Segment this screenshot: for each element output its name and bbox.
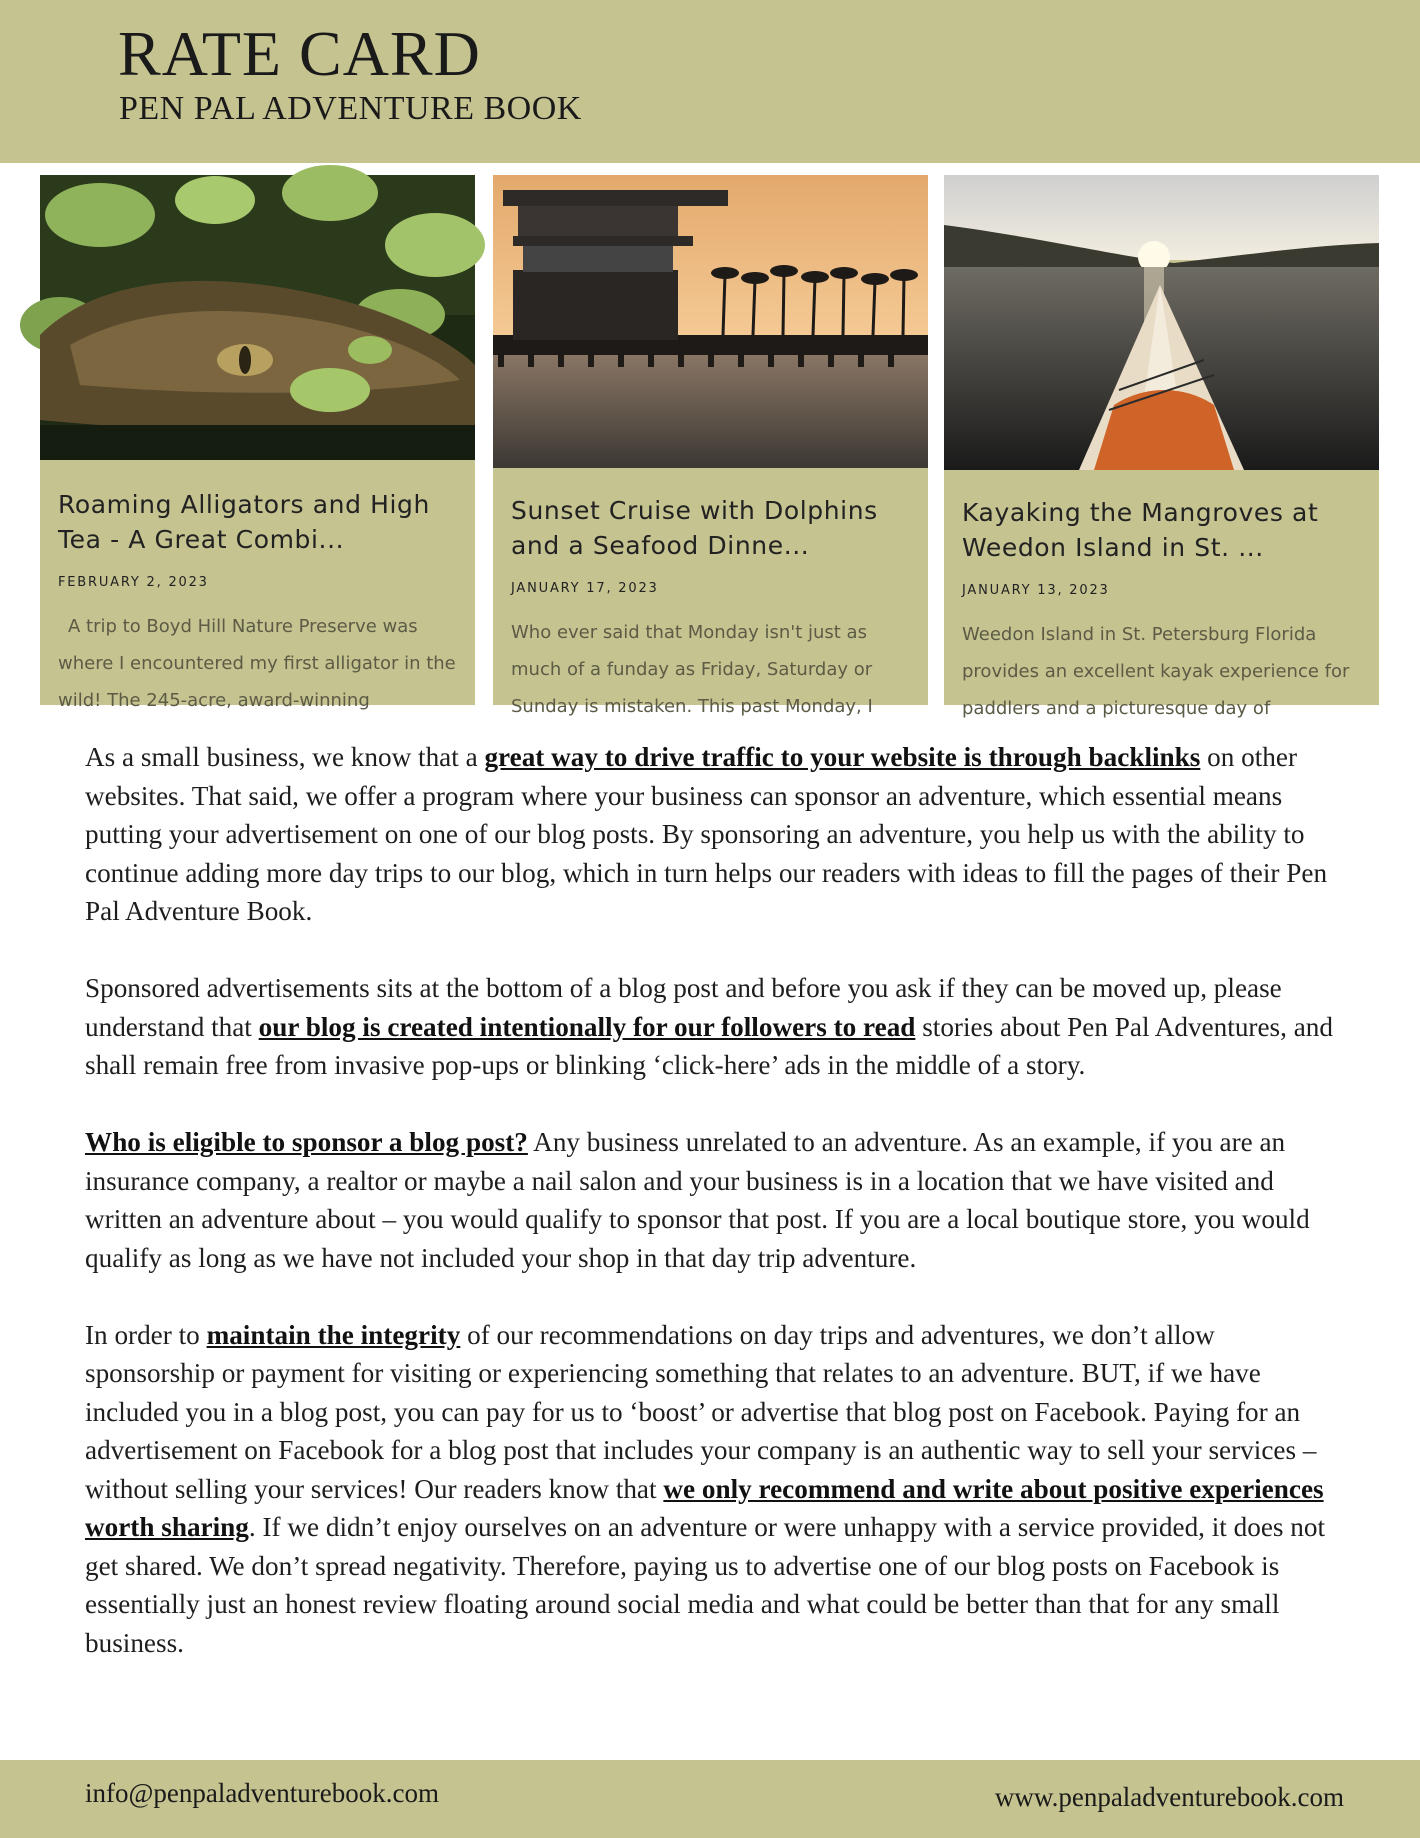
page-subtitle: PEN PAL ADVENTURE BOOK (119, 90, 582, 127)
positive-experiences-link[interactable]: we only recommend and write about positive experiences worth sharing (85, 1473, 1324, 1542)
header-banner (0, 0, 1420, 163)
paragraph-sponsored-ads: Sponsored advertisements sits at the bottom of a blog post and before you ask if they can be moved up, please understand that our blog is created intentionally for our followers to read stories about Pen Pal Adventures, and shall remain free from invasive pop-ups or blinking ‘click-here’ ads in the middle of a story. (85, 973, 1333, 1080)
card-excerpt: Who ever said that Monday isn't just as much of a funday as Friday, Saturday or Sunday is mistaken. This past Monday, I (511, 622, 873, 717)
card-content (962, 495, 1361, 727)
integrity-link[interactable]: maintain the integrity (206, 1319, 461, 1350)
card-content (58, 487, 457, 719)
pier-sunset-photo[interactable] (493, 175, 928, 468)
paragraph-backlinks: As a small business, we know that a great way to drive traffic to your website is through backlinks on other websites. That said, we offer a program where your business can sponsor an adventure, which essential means putting your advertisement on one of our blog posts. By sponsoring an adventure, you help us with the ability to continue adding more day trips to our blog, which in turn helps our readers with ideas to fill the pages of their Pen Pal Adventure Book. (85, 742, 1328, 926)
blog-card-kayaking[interactable] (944, 175, 1379, 719)
blog-intent-link[interactable]: our blog is created intentionally for our followers to read (258, 1011, 916, 1042)
footer-bar (0, 1760, 1420, 1838)
blog-card-alligators[interactable] (40, 175, 475, 711)
kayak-photo[interactable] (944, 175, 1379, 470)
card-date: JANUARY 17, 2023 (511, 581, 659, 596)
card-title[interactable]: Sunset Cruise with Dolphins and a Seafood Dinne... (511, 496, 878, 560)
card-date: FEBRUARY 2, 2023 (58, 575, 209, 590)
paragraph-eligibility: Who is eligible to sponsor a blog post? Any business unrelated to an adventure. As an example, if you are an insurance company, a realtor or maybe a nail salon and your business is in a location that we have visited and written an adventure about – you would qualify to sponsor that post. If you are a local boutique store, you would qualify as long as we have not included your shop in that day trip adventure. (85, 1127, 1310, 1273)
card-excerpt: Weedon Island in St. Petersburg Florida provides an excellent kayak experience for paddlers and a picturesque day of (962, 624, 1350, 719)
alligator-photo[interactable] (40, 175, 475, 460)
blog-card-sunset-cruise[interactable] (493, 175, 928, 717)
body-content (85, 738, 1350, 1701)
website-url[interactable]: www.penpaladventurebook.com (994, 1782, 1344, 1812)
page-title: RATE CARD (118, 18, 481, 89)
card-title[interactable]: Kayaking the Mangroves at Weedon Island in St. ... (962, 498, 1319, 562)
card-date: JANUARY 13, 2023 (962, 583, 1110, 598)
contact-email[interactable]: info@penpaladventurebook.com (85, 1778, 440, 1808)
card-title[interactable]: Roaming Alligators and High Tea - A Great Combi... (58, 490, 430, 554)
eligibility-link[interactable]: Who is eligible to sponsor a blog post? (85, 1127, 528, 1157)
card-excerpt: A trip to Boyd Hill Nature Preserve was where I encountered my first alligator in the wild! The 245-acre, award-winning (58, 616, 456, 711)
backlinks-link[interactable]: great way to drive traffic to your website is through backlinks (484, 742, 1201, 772)
card-content (511, 493, 910, 725)
paragraph-integrity: In order to maintain the integrity of our recommendations on day trips and adventures, we don’t allow sponsorship or payment for visiting or experiencing something that relates to an adventure. BUT, if we have included you in a blog post, you can pay for us to ‘boost’ or advertise that blog post on Facebook. Paying for an advertisement on Facebook for a blog post that includes your company is an authentic way to sell your services – without selling your services! Our readers know that we only recommend and write about positive experiences worth sharing. If we didn’t enjoy ourselves on an adventure or were unhappy with a service provided, it does not get shared. We don’t spread negativity. Therefore, paying us to advertise one of our blog posts on Facebook is essentially just an honest review floating around social media and what could be better than that for any small business. (85, 1319, 1326, 1658)
